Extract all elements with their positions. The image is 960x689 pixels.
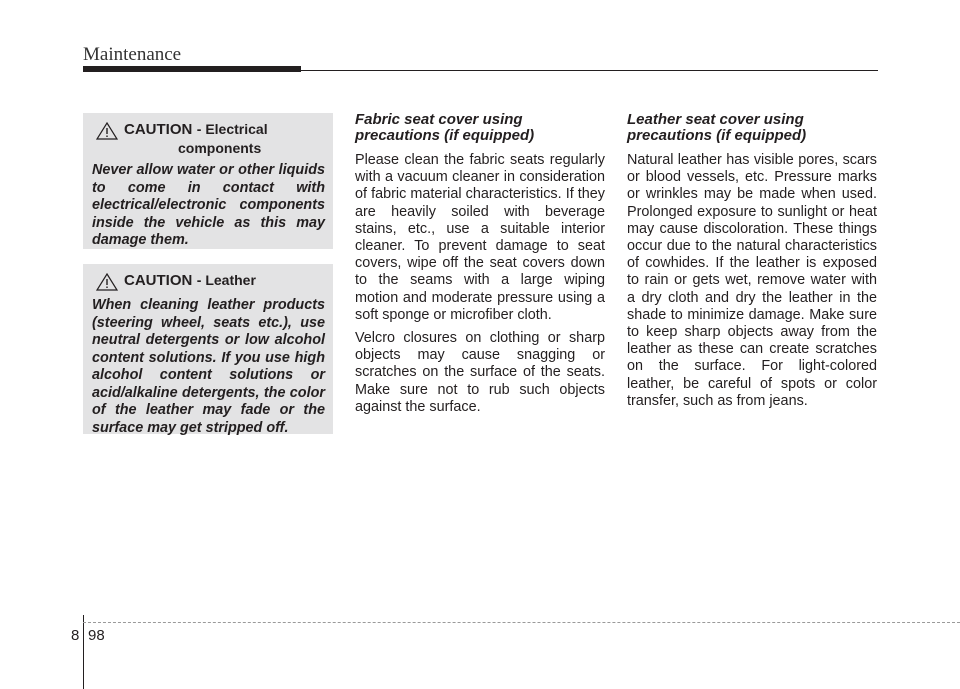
warning-triangle-icon (96, 273, 118, 291)
caution-electrical-heading (92, 121, 325, 140)
page-title: Maintenance (83, 44, 182, 65)
caution-leather-heading (92, 272, 325, 291)
page-number: 98 (88, 627, 105, 644)
caution-electrical-box (83, 113, 333, 249)
footer-vertical-rule (83, 615, 84, 689)
chapter-number: 8 (71, 627, 80, 644)
caution-leather-box (83, 264, 333, 434)
caution-word: CAUTION (124, 272, 193, 289)
header-rule-thick (83, 66, 301, 72)
caution-leather-text: When cleaning leather products (steering wheel, seats etc.), use neutral detergents or low alcohol content solutions. If you use high alcohol content solutions or acid/alkaline detergents, the color of the leather may fade or the surface may get stripped off. (92, 297, 325, 436)
caution-subject: - Electrical (196, 121, 268, 137)
header-rule-thin (301, 70, 878, 71)
fabric-paragraph-2: Velcro closures on clothing or sharp objects may cause snagging or scratches on the surface of the seats. Make sure not to rub such objects against the surface. (355, 330, 605, 415)
fabric-paragraph-1: Please clean the fabric seats regularly with a vacuum cleaner in consideration of fabric material characteristics. If they are heavily soiled with beverage stains, etc., use a suitable interior cleaner. To prevent damage to seat covers, wipe off the seat covers down to the seams with a large wiping motion and moderate pressure using a soft sponge or microfiber cloth. (355, 152, 605, 323)
leather-section-title: Leather seat cover using precautions (if equipped) (627, 111, 807, 144)
caution-word: CAUTION (124, 121, 193, 138)
leather-paragraph-1: Natural leather has visible pores, scars or blood vessels, etc. Pressure marks or wrinkles may be made when used. Prolonged exposure to sunlight or heat may cause discoloration. These things occur due to the natural characteristics of cowhides. If the leather is exposed to rain or gets wet, remove water with a dry cloth and dry the leather in the shade to minimize damage. Make sure to keep sharp objects away from the leather as these can create scratches on the surface. For light-colored leather, be careful of spots or color transfer, such as from jeans. (627, 152, 877, 409)
warning-triangle-icon (96, 122, 118, 140)
caution-electrical-text: Never allow water or other liquids to come in contact with electrical/electronic components inside the vehicle as this may damage them. (92, 162, 325, 248)
fabric-section (355, 112, 605, 422)
footer-dashed-rule (83, 622, 960, 623)
fabric-section-title: Fabric seat cover using precautions (if equipped) (355, 111, 535, 144)
caution-subject: - Leather (196, 272, 256, 288)
leather-section (627, 112, 877, 416)
caution-subject-continued: components (178, 140, 262, 156)
